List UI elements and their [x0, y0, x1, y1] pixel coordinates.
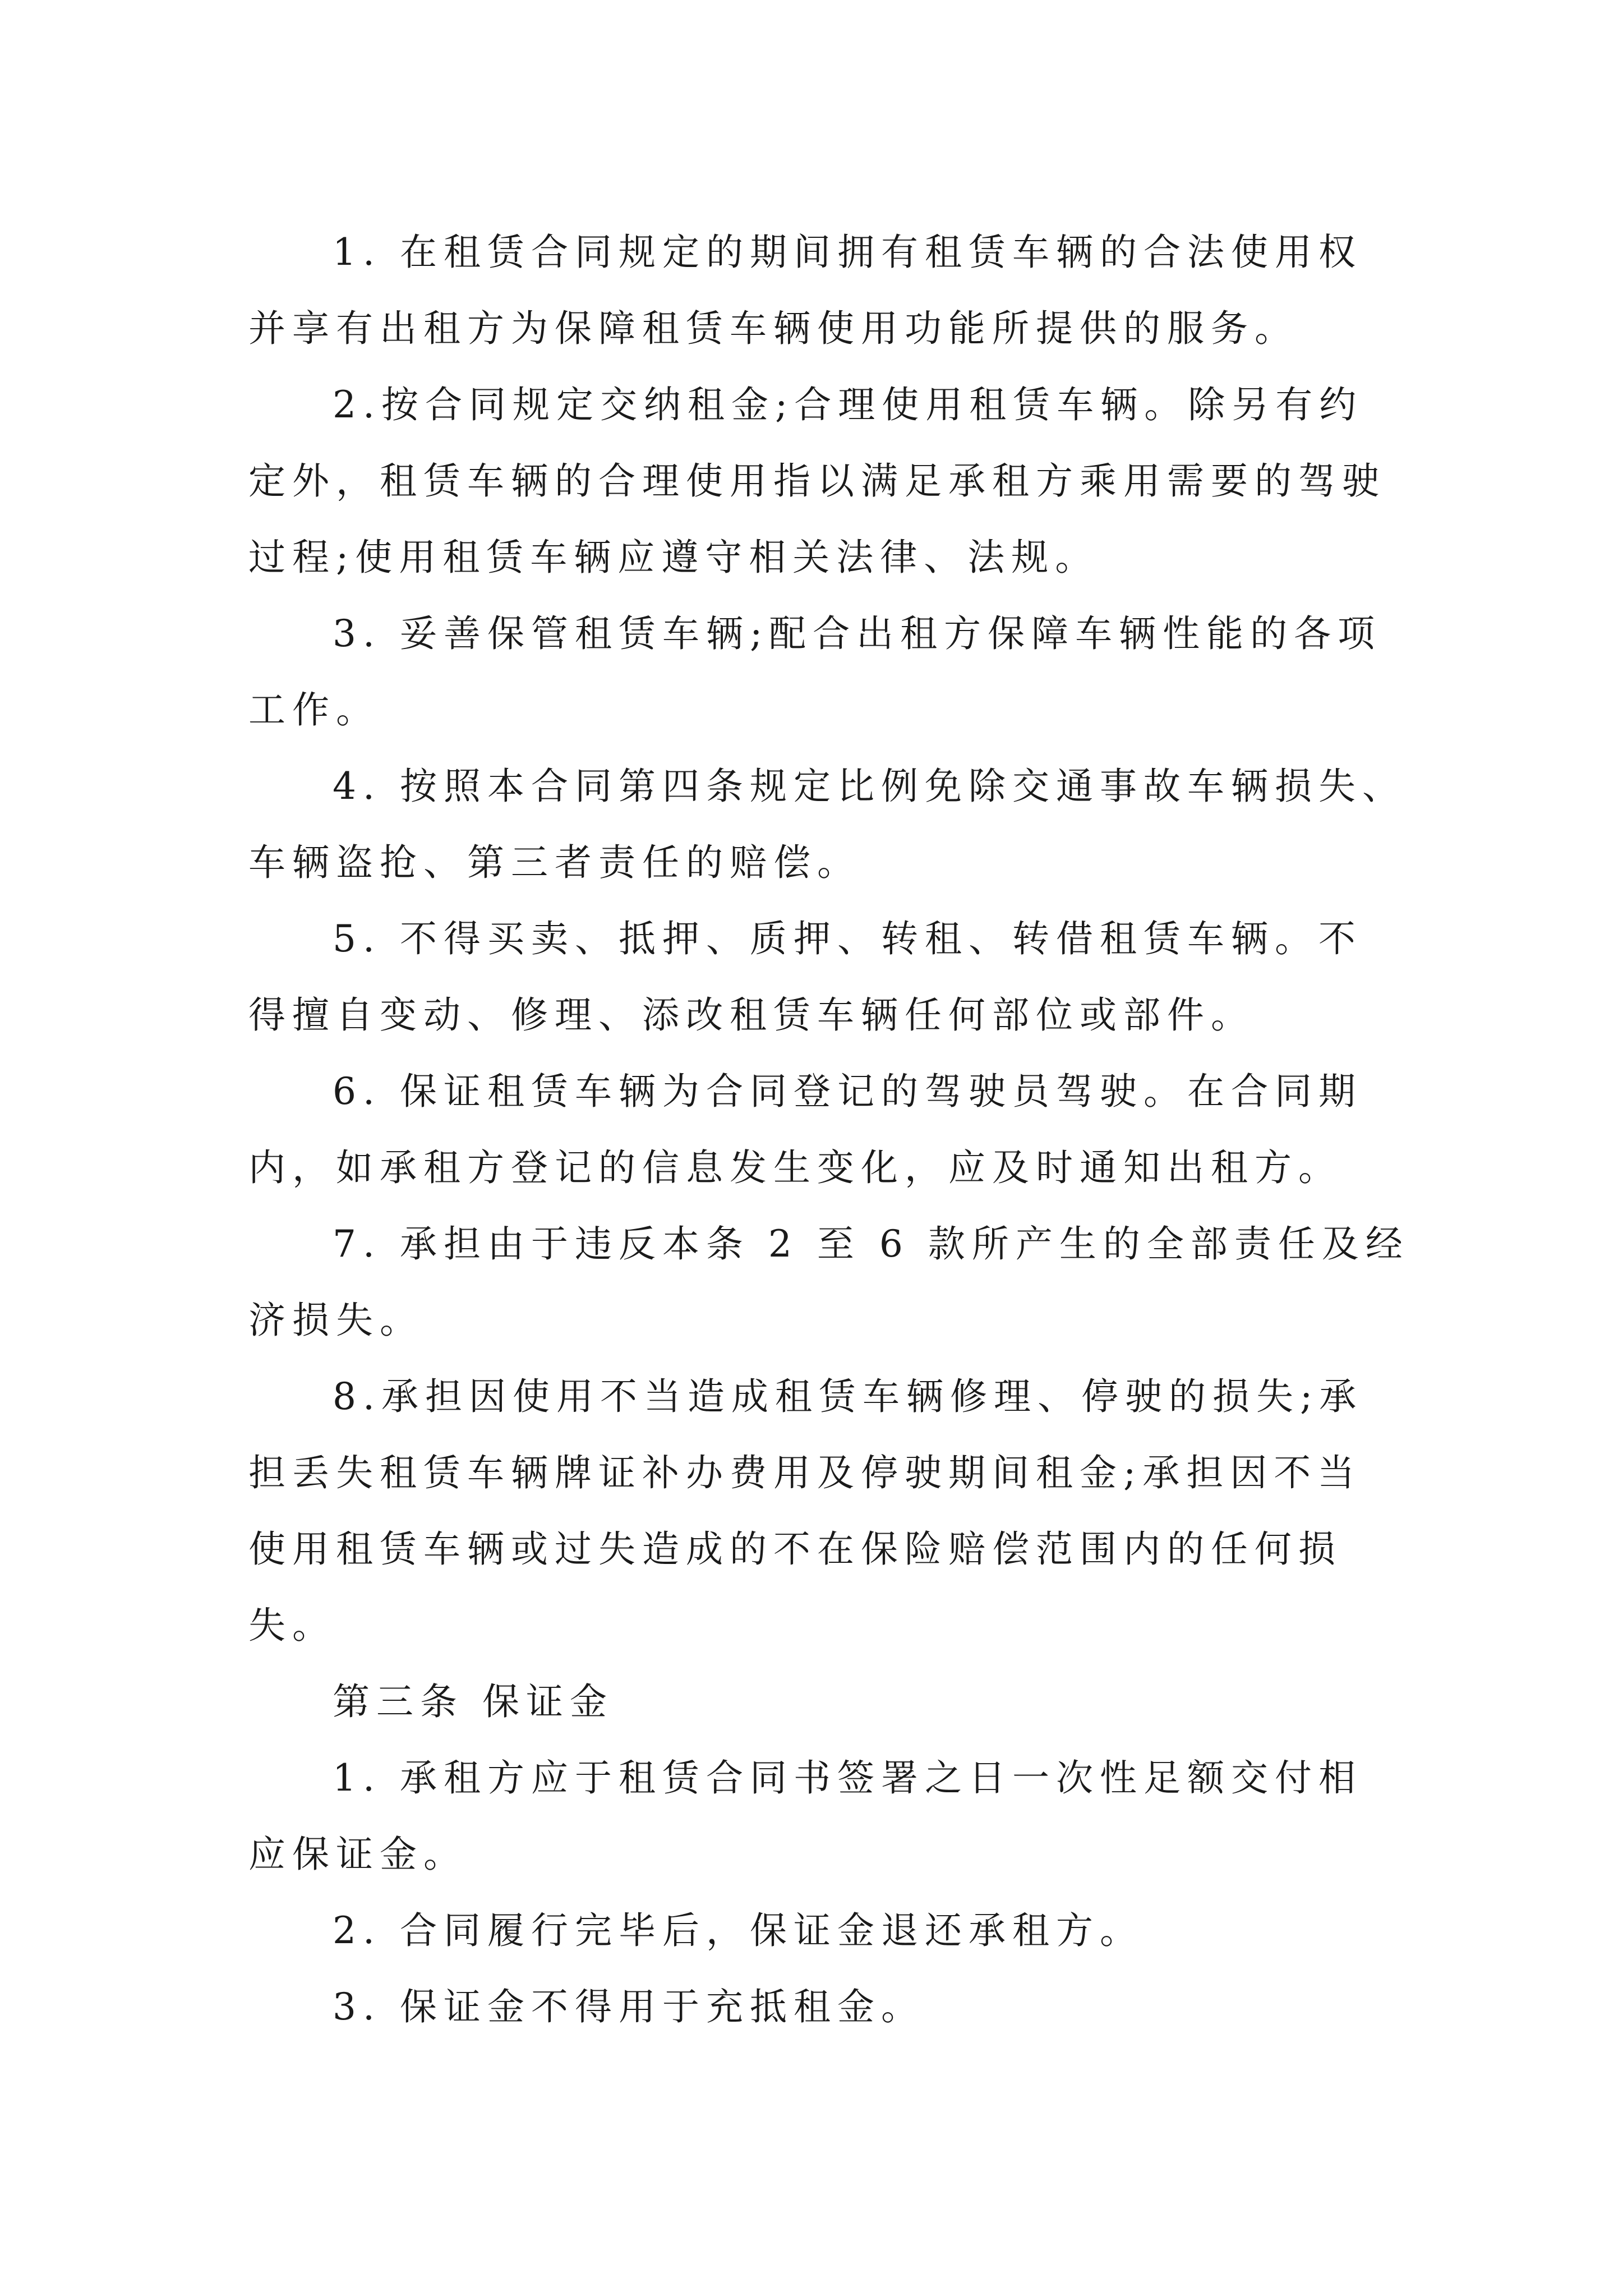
text-line: 工作。 [248, 688, 380, 731]
text-line: 内，如承租方登记的信息发生变化，应及时通知出租方。 [248, 1146, 1342, 1189]
text-line: 5. 不得买卖、抵押、质押、转租、转借租赁车辆。不 [333, 917, 1362, 960]
text-line: 3. 妥善保管租赁车辆;配合出租方保障车辆性能的各项 [333, 612, 1382, 655]
text-line: 并享有出租方为保障租赁车辆使用功能所提供的服务。 [248, 307, 1298, 350]
text-line: 得擅自变动、修理、添改租赁车辆任何部位或部件。 [248, 993, 1255, 1037]
text-line: 2. 合同履行完毕后，保证金退还承租方。 [333, 1909, 1144, 1952]
text-line: 过程;使用租赁车辆应遵守相关法律、法规。 [248, 536, 1099, 579]
text-line: 车辆盗抢、第三者责任的赔偿。 [248, 841, 861, 884]
text-line: 8.承担因使用不当造成租赁车辆修理、停驶的损失;承 [333, 1375, 1363, 1418]
text-line: 2.按合同规定交纳租金;合理使用租赁车辆。除另有约 [333, 383, 1363, 426]
text-line: 定外，租赁车辆的合理使用指以满足承租方乘用需要的驾驶 [248, 459, 1386, 503]
text-line: 7. 承担由于违反本条 2 至 6 款所产生的全部责任及经 [333, 1222, 1409, 1266]
text-line: 6. 保证租赁车辆为合同登记的驾驶员驾驶。在合同期 [333, 1070, 1362, 1113]
section-heading: 第三条 保证金 [333, 1680, 614, 1723]
text-line: 4. 按照本合同第四条规定比例免除交通事故车辆损失、 [333, 765, 1406, 808]
text-line: 使用租赁车辆或过失造成的不在保险赔偿范围内的任何损 [248, 1527, 1342, 1571]
text-line: 应保证金。 [248, 1833, 467, 1876]
text-line: 1. 承租方应于租赁合同书签署之日一次性足额交付相 [333, 1756, 1362, 1800]
text-line: 济损失。 [248, 1299, 423, 1342]
text-line: 失。 [248, 1604, 336, 1647]
text-line: 3. 保证金不得用于充抵租金。 [333, 1985, 925, 2028]
text-line: 1. 在租赁合同规定的期间拥有租赁车辆的合法使用权 [333, 231, 1362, 274]
text-line: 担丢失租赁车辆牌证补办费用及停驶期间租金;承担因不当 [248, 1451, 1362, 1494]
